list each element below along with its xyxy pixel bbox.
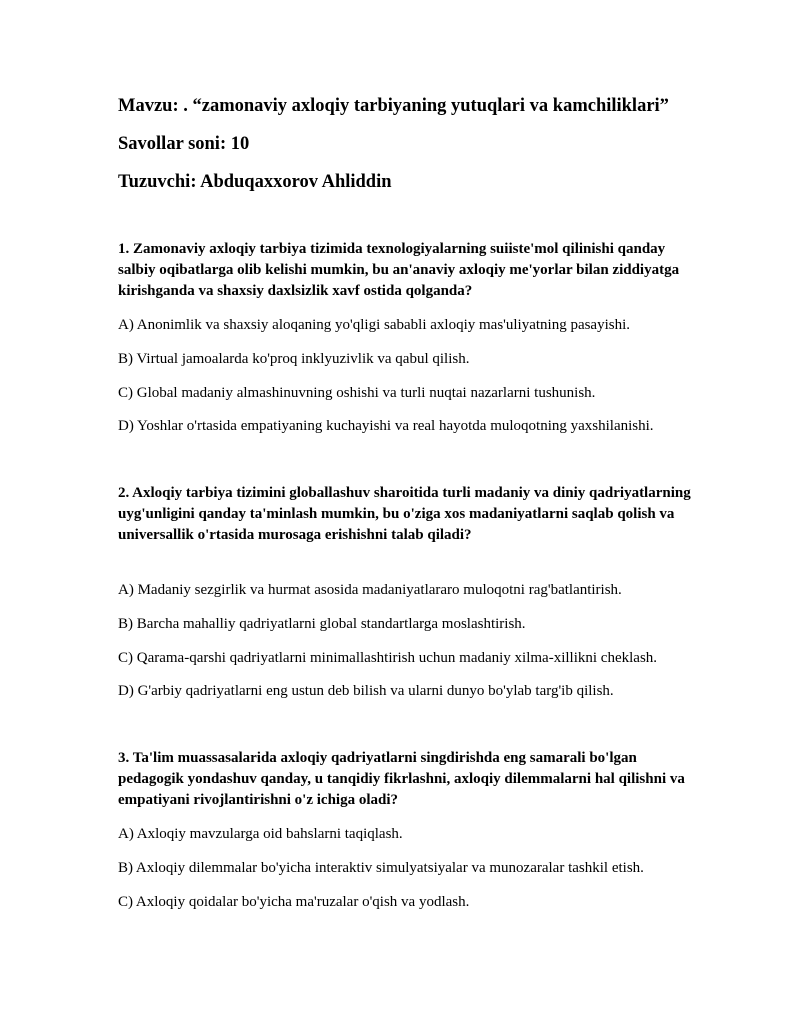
option-3-b: B) Axloqiy dilemmalar bo'yicha interaktiv simulyatsiyalar va munozaralar tashkil etish. [118,860,644,876]
option-1-d: D) Yoshlar o'rtasida empatiyaning kuchayishi va real hayotda muloqotning yaxshilanishi. [118,418,654,434]
question-1 [118,239,698,302]
option-1-b: B) Virtual jamoalarda ko'proq inklyuzivlik va qabul qilish. [118,351,470,367]
author-heading: Tuzuvchi: Abduqaxxorov Ahliddin [118,172,392,192]
option-2-d: D) G'arbiy qadriyatlarni eng ustun deb bilish va ularni dunyo bo'ylab targ'ib qilish. [118,683,614,699]
option-2-a: A) Madaniy sezgirlik va hurmat asosida madaniyatlararo muloqotni rag'batlantirish. [118,582,622,598]
question-text: 3. Ta'lim muassasalarida axloqiy qadriyatlarni singdirishda eng samarali bo'lgan pedagogik yondashuv qanday, u tanqidiy fikrlashni, axloqiy dilemmalarni hal qilishni va empatiyani rivojlantirishni o'z ichiga oladi? [118,750,685,808]
question-2 [118,483,698,546]
question-text: 2. Axloqiy tarbiya tizimini globallashuv sharoitida turli madaniy va diniy qadriyatlarning uyg'unligini qanday ta'minlash mumkin, bu o'ziga xos madaniyatlarni saqlab qolish va universallik o'rtasida murosaga erishishni talab qiladi? [118,485,691,543]
question-3 [118,748,698,811]
option-2-b: B) Barcha mahalliy qadriyatlarni global standartlarga moslashtirish. [118,616,526,632]
topic-heading: Mavzu: . “zamonaviy axloqiy tarbiyaning yutuqlari va kamchiliklari” [118,96,669,116]
option-3-a: A) Axloqiy mavzularga oid bahslarni taqiqlash. [118,826,403,842]
question-text: 1. Zamonaviy axloqiy tarbiya tizimida texnologiyalarning suiiste'mol qilinishi qanday salbiy oqibatlarga olib kelishi mumkin, bu an'anaviy axloqiy me'yorlar bilan ziddiyatga kirishganda va shaxsiy daxlsizlik xavf ostida qolganda? [118,241,680,299]
option-1-a: A) Anonimlik va shaxsiy aloqaning yo'qligi sababli axloqiy mas'uliyatning pasayishi. [118,317,631,333]
option-1-c: C) Global madaniy almashinuvning oshishi va turli nuqtai nazarlarni tushunish. [118,385,596,401]
option-2-c: C) Qarama-qarshi qadriyatlarni minimallashtirish uchun madaniy xilma-xillikni cheklash. [118,650,658,666]
question-count-heading: Savollar soni: 10 [118,134,250,154]
option-3-c: C) Axloqiy qoidalar bo'yicha ma'ruzalar o'qish va yodlash. [118,894,470,910]
